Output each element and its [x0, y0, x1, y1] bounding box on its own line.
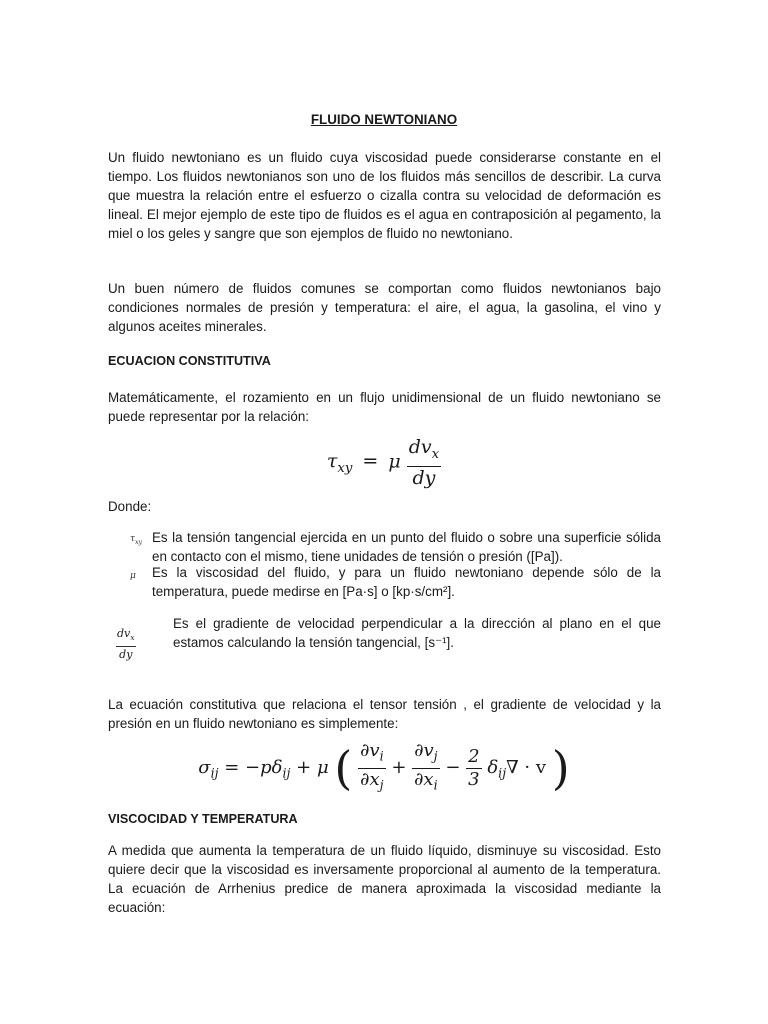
- eq2-tail: $\delta_{ij}\nabla \cdot v$: [487, 757, 547, 781]
- def1-symbol: $\tau_{xy}$: [130, 534, 143, 546]
- shear-stress-equation: [0, 436, 768, 489]
- intro-paragraph: Un fluido newtoniano es un fluido cuya viscosidad puede considerarse constante en el tiempo. Los fluidos newtonianos son uno de los fluidos más sencillos de describir. La curva que muestra la relación entre el esfuerzo o cizalla contra su velocidad de deformación es lineal. El mejor ejemplo de este tipo de fluidos es el agua en contraposición al pegamento, la miel o los geles y sangre que son ejemplos de fluido no newtoniano.: [108, 150, 661, 241]
- eq2-open-paren: (: [334, 741, 353, 796]
- def1-text: Es la tensión tangencial ejercida en un punto del fluido o sobre una superficie sólida en contacto con el mismo, tiene unidades de tensión o presión ([Pa]).: [152, 530, 661, 564]
- eq2-lhs: $\sigma_{ij}$: [198, 757, 219, 781]
- eq2-fraction-1: $\frac{\partial v_i}{\partial x_j}$: [360, 740, 384, 793]
- section-heading-constitutive: ECUACION CONSTITUTIVA: [108, 354, 271, 368]
- eq1-equals: =: [362, 450, 379, 473]
- eq2-fraction-3: $\frac{2}{3}$: [468, 745, 480, 790]
- eq2-pressure-term: = $-p\delta_{ij}$: [224, 757, 291, 781]
- friction-paragraph: Matemáticamente, el rozamiento en un flujo unidimensional de un fluido newtoniano se puede representar por la relación:: [108, 390, 661, 424]
- eq2-close-paren: ): [551, 741, 570, 796]
- def2-text: Es la viscosidad del fluido, y para un fluido newtoniano depende sólo de la temperatura, puede medirse en [Pa·s] o [kp·s/cm²].: [152, 565, 661, 599]
- page-title: FLUIDO NEWTONIANO: [310, 112, 458, 127]
- eq2-plus: +: [391, 757, 407, 779]
- common-fluids-paragraph: Un buen número de fluidos comunes se comportan como fluidos newtonianos bajo condiciones normales de presión y temperatura: el aire, el agua, la gasolina, el vino y algunos aceites minerales.: [108, 281, 661, 334]
- eq2-viscous-coef: + μ: [296, 757, 329, 779]
- eq2-minus: −: [445, 757, 461, 779]
- def3-symbol: $dv_x$ dy: [117, 627, 135, 662]
- def3-text: Es el gradiente de velocidad perpendicular a la dirección al plano en el que estamos calculando la tensión tangencial, [s⁻¹].: [173, 616, 661, 650]
- def2-symbol: μ: [130, 571, 136, 581]
- eq2-fraction-2: $\frac{\partial v_j}{\partial x_i}$: [414, 740, 438, 793]
- eq1-fraction: $\frac{dv_x}{dy}$: [408, 436, 440, 489]
- constitutive-paragraph: La ecuación constitutiva que relaciona el tensor tensión , el gradiente de velocidad y la presión en un fluido newtoniano es simplemente:: [108, 697, 661, 731]
- viscosity-paragraph: A medida que aumenta la temperatura de un fluido líquido, disminuye su viscosidad. Esto quiere decir que la viscosidad es inversamente proporcional al aumento de la temperatura. La ecuación de Arrhenius predice de manera aproximada la viscosidad mediante la ecuación:: [108, 843, 661, 915]
- eq1-lhs: $\tau_{xy}$: [326, 450, 353, 477]
- stress-tensor-equation: [0, 740, 768, 796]
- donde-label: Donde:: [108, 499, 152, 514]
- eq1-coef: μ: [388, 450, 401, 473]
- section-heading-viscosity: VISCOCIDAD Y TEMPERATURA: [108, 812, 298, 826]
